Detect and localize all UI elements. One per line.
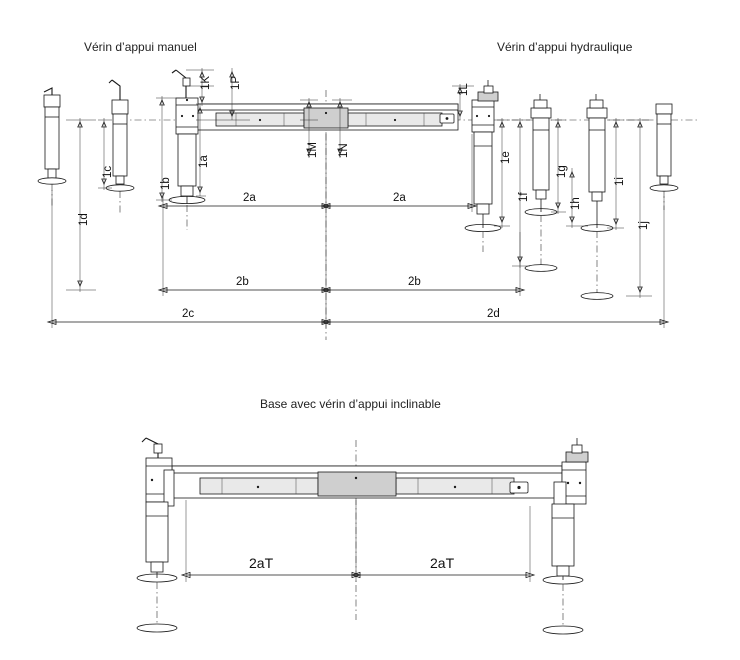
- dim-1P: 1P: [230, 75, 242, 90]
- title-manual-jack: Vérin d’appui manuel: [84, 40, 197, 54]
- dim-1f: 1f: [518, 192, 530, 202]
- dim-1e: 1e: [500, 151, 512, 164]
- dim-1N: 1N: [338, 143, 350, 158]
- dim-1g: 1g: [556, 165, 568, 178]
- dim-1d: 1d: [78, 213, 90, 226]
- dim-2b-left: 2b: [236, 276, 249, 288]
- dim-1M: 1M: [307, 142, 319, 158]
- title-hydraulic-jack: Vérin d’appui hydraulique: [497, 40, 633, 54]
- dim-1L: 1L: [458, 83, 470, 96]
- dim-2a-left: 2a: [243, 192, 256, 204]
- dim-2b-right: 2b: [408, 276, 421, 288]
- dim-1a: 1a: [198, 155, 210, 168]
- dim-2a-right: 2a: [393, 192, 406, 204]
- dim-2aT-right: 2aT: [430, 555, 455, 571]
- dim-1K: 1K: [200, 75, 212, 90]
- dim-1b: 1b: [160, 177, 172, 190]
- title-tilting-jack-base: Base avec vérin d’appui inclinable: [260, 397, 441, 411]
- dim-2d: 2d: [487, 308, 500, 320]
- dim-2aT-left: 2aT: [249, 555, 274, 571]
- dim-1h: 1h: [570, 197, 582, 210]
- dim-1c: 1c: [102, 165, 114, 178]
- dim-2c: 2c: [182, 308, 195, 320]
- dim-1j: 1j: [638, 221, 650, 230]
- dim-1i: 1i: [614, 177, 626, 186]
